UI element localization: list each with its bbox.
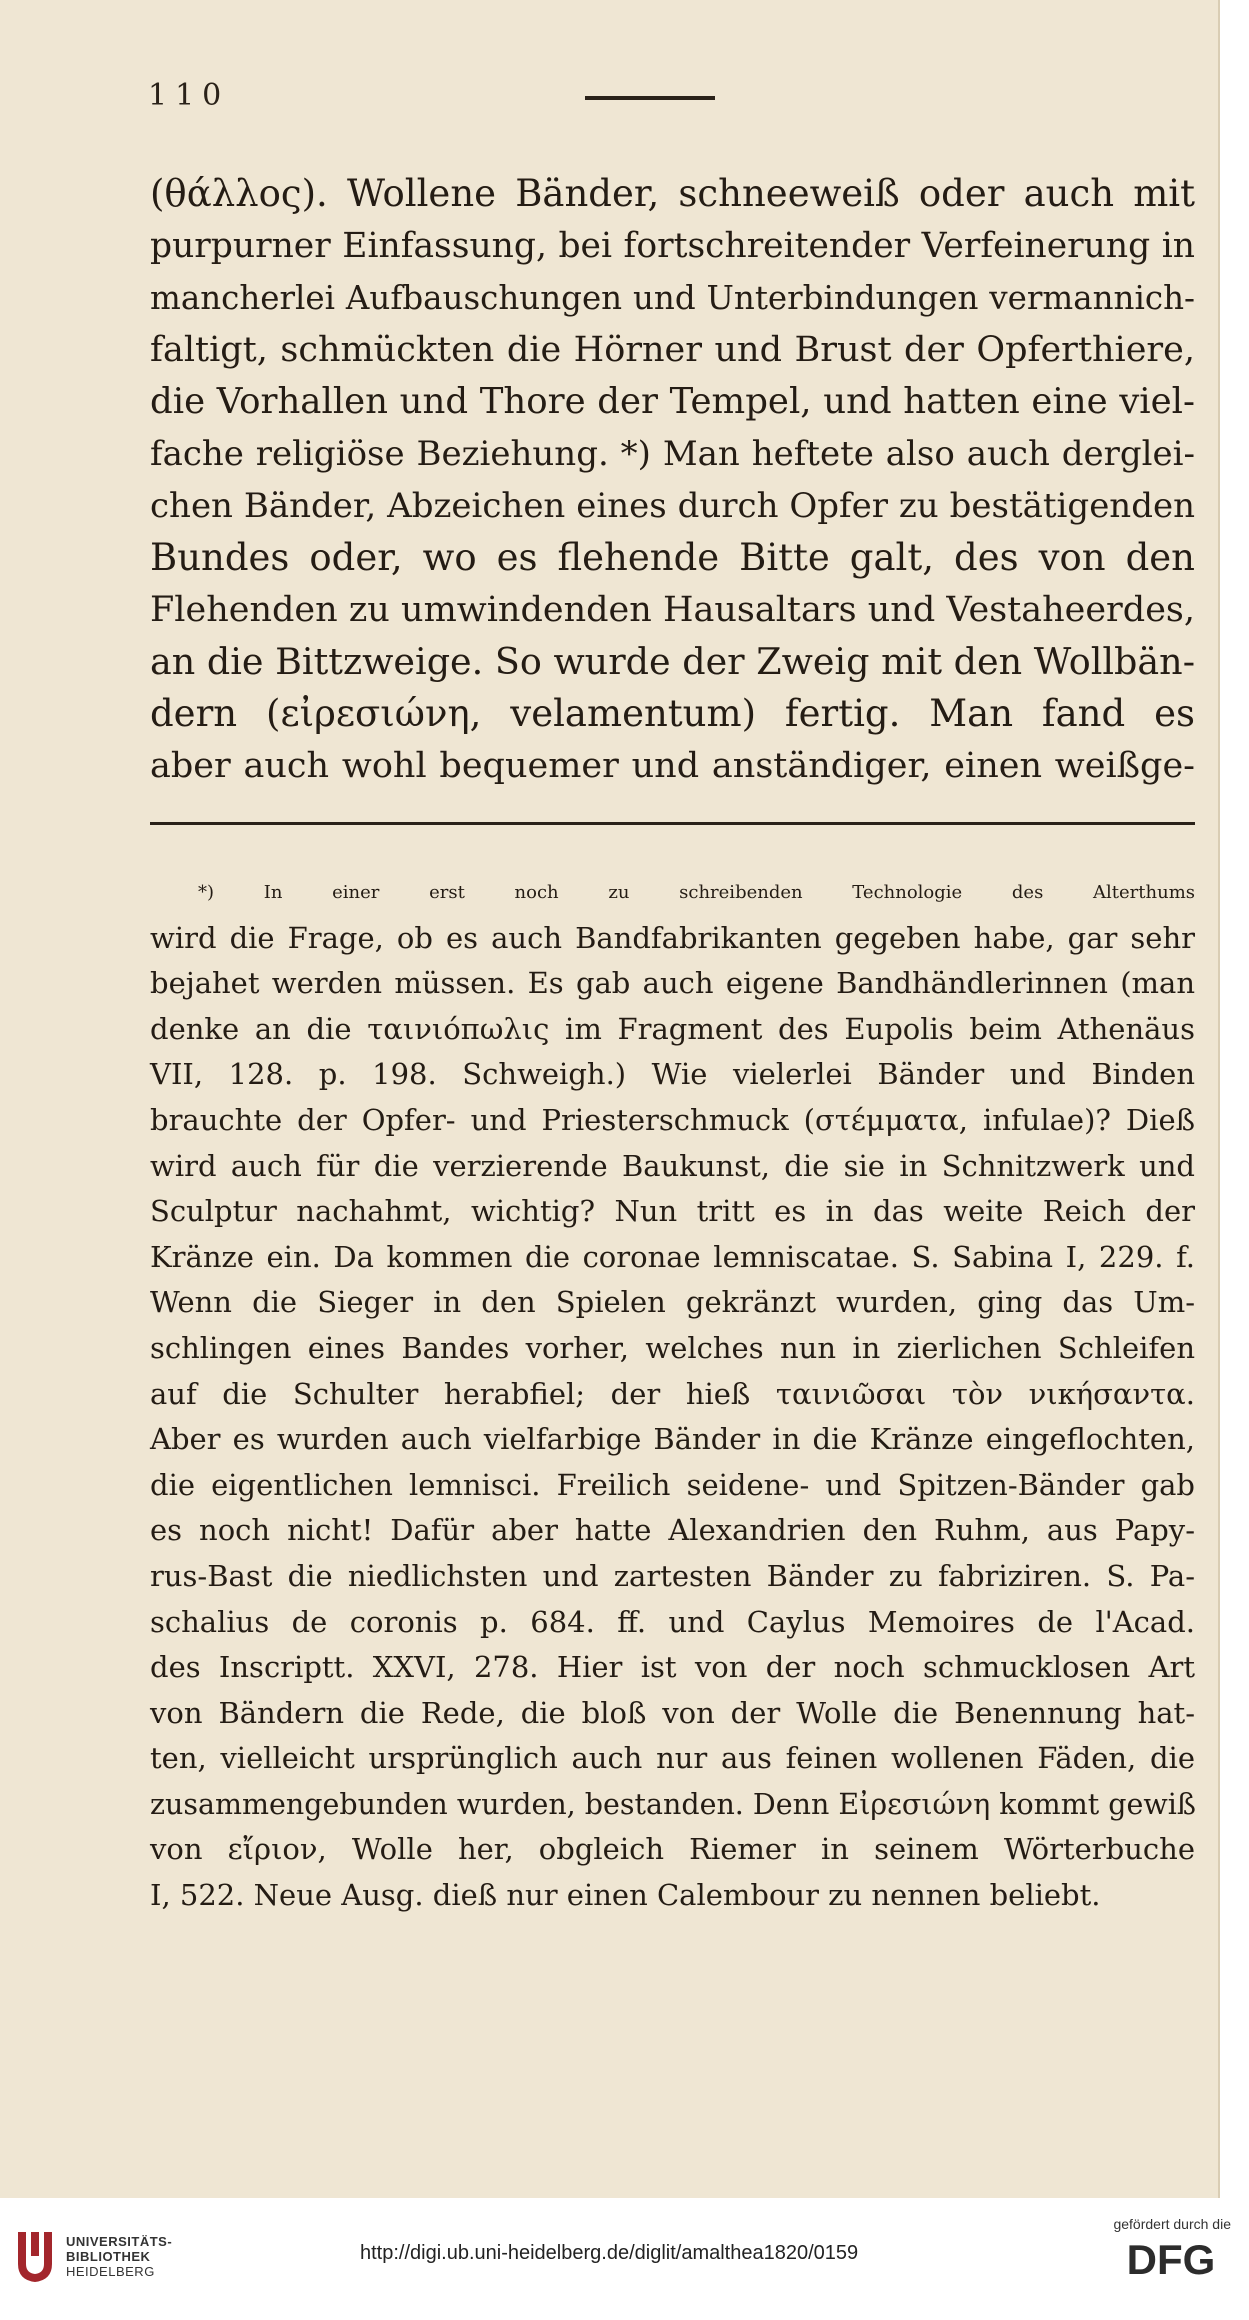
footnote-line: des Inscriptt. XXVI, 278. Hier ist von der noch schmucklosen Art [150, 1650, 1195, 1685]
footnote-line: Sculptur nachahmt, wichtig? Nun tritt es in das weite Reich der [150, 1194, 1195, 1229]
text-line: Flehenden zu umwindenden Hausaltars und Vestaheerdes, [150, 590, 1195, 630]
text-line: dern (εἰρεσιώνη, velamentum) fertig. Man fand es [150, 692, 1195, 735]
library-line: UNIVERSITÄTS- [66, 2234, 173, 2249]
dfg-logo-icon [1111, 2238, 1231, 2280]
main-text-block [150, 168, 1195, 792]
footnote-line: *) In einer erst noch zu schreibenden Technologie des Alterthums [198, 882, 1195, 903]
footnote-line: brauchte der Opfer- und Priesterschmuck (στέμματα, infulae)? Dieß [150, 1102, 1195, 1137]
footnote-line: es noch nicht! Dafür aber hatte Alexandrien den Ruhm, aus Papy- [150, 1513, 1195, 1548]
page-number: 110 [148, 78, 230, 113]
footnote-line: wird auch für die verzierende Baukunst, die sie in Schnitzwerk und [150, 1148, 1195, 1183]
footnote-line: denke an die ταινιόπωλις im Fragment des Eupolis beim Athenäus [150, 1011, 1195, 1046]
footnote-line: schlingen eines Bandes vorher, welches nun in zierlichen Schleifen [150, 1330, 1195, 1365]
university-library-name [66, 2234, 172, 2279]
footnote-line: bejahet werden müssen. Es gab auch eigene Bandhändlerinnen (man [150, 966, 1195, 1001]
library-line: BIBLIOTHEK [66, 2249, 151, 2264]
footnote-line: Wenn die Sieger in den Spielen gekränzt wurden, ging das Um- [150, 1285, 1195, 1320]
text-line: mancherlei Aufbauschungen und Unterbindungen vermannich- [150, 279, 1195, 317]
footnote-line: I, 522. Neue Ausg. dieß nur einen Calembour zu nennen beliebt. [150, 1878, 1101, 1913]
footnote-line: wird die Frage, ob es auch Bandfabrikanten gegeben habe, gar sehr [150, 920, 1195, 955]
text-line: fache religiöse Beziehung. *) Man heftete also auch derglei- [150, 434, 1195, 474]
dfg-logo-text: DFG [1126, 2238, 1216, 2280]
footnote-line: Aber es wurden auch vielfarbige Bänder in die Kränze eingeflochten, [150, 1422, 1195, 1457]
text-line: die Vorhallen und Thore der Tempel, und hatten eine viel- [150, 381, 1195, 422]
library-line: HEIDELBERG [66, 2264, 155, 2279]
footnote-separator [150, 822, 1195, 825]
text-line: Bundes oder, wo es flehende Bitte galt, des von den [150, 536, 1195, 579]
footnote-line: rus-Bast die niedlichsten und zartesten Bänder zu fabriziren. S. Pa- [150, 1558, 1195, 1593]
text-line: chen Bänder, Abzeichen eines durch Opfer zu bestätigenden [150, 486, 1195, 526]
footnote-line: von εἴριον, Wolle her, obgleich Riemer in seinem Wörterbuche [150, 1832, 1195, 1867]
text-line: (θάλλος). Wollene Bänder, schneeweiß oder auch mit [150, 172, 1195, 215]
funding-note: gefördert durch die [1113, 2216, 1231, 2232]
permalink-url[interactable]: http://digi.ub.uni-heidelberg.de/diglit/amalthea1820/0159 [360, 2242, 859, 2264]
text-line: an die Bittzweige. So wurde der Zweig mit den Wollbän- [150, 640, 1196, 683]
header-rule [585, 96, 715, 100]
university-library-logo-icon [14, 2226, 56, 2286]
text-line: aber auch wohl bequemer und anständiger, einen weißge- [150, 746, 1195, 786]
footnote-line: die eigentlichen lemnisci. Freilich seidene- und Spitzen-Bänder gab [150, 1467, 1195, 1502]
viewer-footer [0, 2198, 1249, 2320]
footnote-line: Kränze ein. Da kommen die coronae lemniscatae. S. Sabina I, 229. f. [150, 1239, 1195, 1274]
text-line: faltigt, schmückten die Hörner und Brust der Opferthiere, [150, 330, 1195, 370]
funding-block [1081, 2216, 1231, 2284]
footnote-line: zusammengebunden wurden, bestanden. Denn Εἰρεσιώνη kommt gewiß [150, 1787, 1196, 1821]
footnote-line: VII, 128. p. 198. Schweigh.) Wie vielerlei Bänder und Binden [150, 1057, 1195, 1092]
footnote-line: ten, vielleicht ursprünglich auch nur aus feinen wollenen Fäden, die [150, 1741, 1195, 1776]
text-line: purpurner Einfassung, bei fortschreitender Verfeinerung in [150, 226, 1195, 266]
footnote-block [150, 870, 1195, 1919]
footnote-line: schalius de coronis p. 684. ff. und Caylus Memoires de l'Acad. [150, 1604, 1195, 1639]
footnote-line: von Bändern die Rede, die bloß von der Wolle die Benennung hat- [150, 1695, 1195, 1730]
footnote-line: auf die Schulter herabfiel; der hieß ταινιῶσαι τὸν νικήσαντα. [150, 1376, 1195, 1411]
